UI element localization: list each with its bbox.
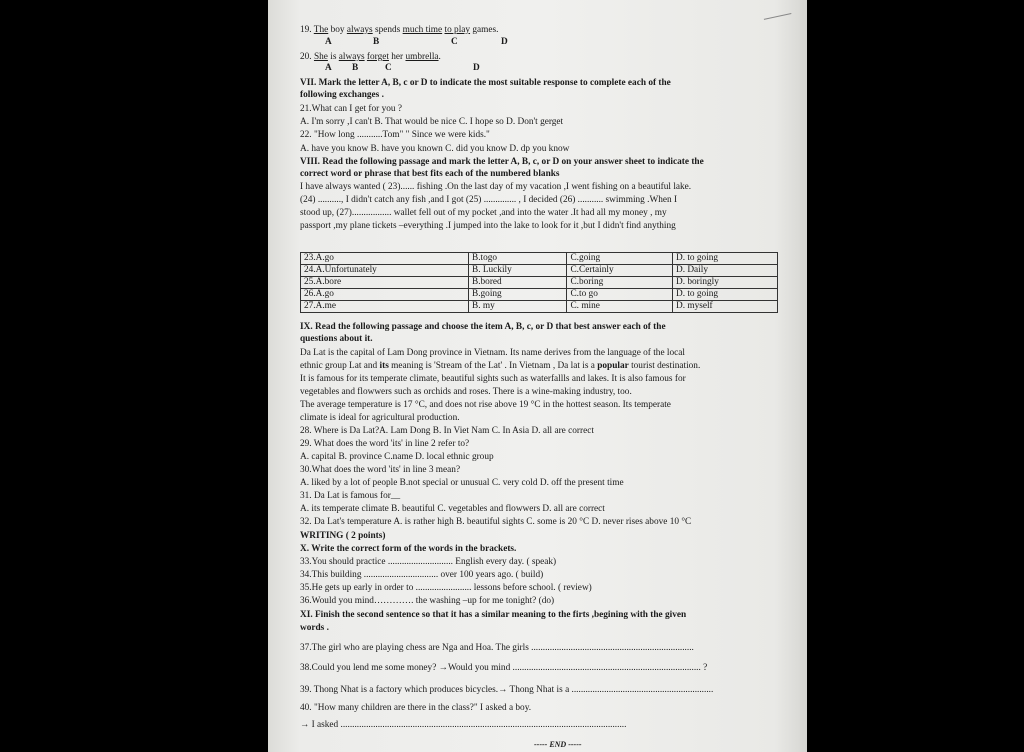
- question-35: 35.He gets up early in order to ........................ lessons before school. ( review): [300, 583, 592, 593]
- section-10-heading: X. Write the correct form of the words in the brackets.: [300, 544, 517, 554]
- passage-line: [300, 361, 700, 372]
- table-row: [301, 265, 778, 277]
- table-cell: B.going: [469, 289, 567, 301]
- table-cell: 23.A.go: [301, 253, 469, 265]
- question-19: 19. The boy always spends much time to play games.: [300, 25, 499, 35]
- table-cell: B. my: [469, 301, 567, 313]
- writing-title: WRITING ( 2 points): [300, 531, 386, 541]
- table-row: [301, 301, 778, 313]
- question-33: 33.You should practice ............................ English every day. ( speak): [300, 557, 557, 567]
- table-cell: D. to going: [672, 253, 777, 265]
- question-40: 40. "How many children are there in the class?" I asked a boy.: [300, 703, 532, 713]
- exam-paper: [268, 0, 807, 752]
- table-cell: D. myself: [672, 301, 777, 313]
- question-22: 22. "How long ...........Tom" " Since we were kids.": [300, 130, 490, 140]
- question-38: 38.Could you lend me some money? →Would you mind ................................................................................. ?: [300, 663, 708, 673]
- options-table: [300, 252, 778, 313]
- table-cell: B.bored: [469, 277, 567, 289]
- q19-letter-b: B: [373, 37, 380, 47]
- question-21: 21.What can I get for you ?: [300, 104, 402, 114]
- q20-letter-a: A: [325, 63, 332, 73]
- q20-letter-d: D: [473, 63, 480, 73]
- section-11-heading-cont: words .: [300, 623, 329, 633]
- q20-letter-c: C: [385, 63, 392, 73]
- q19-letter-c: C: [451, 37, 458, 47]
- q19-letter-d: D: [501, 37, 508, 47]
- question-22-options: A. have you know B. have you known C. did you know D. dp you know: [300, 144, 570, 154]
- table-row: [301, 289, 778, 301]
- question-29: 29. What does the word 'its' in line 2 refer to?: [300, 439, 470, 449]
- end-marker: ----- END -----: [534, 740, 582, 749]
- table-row: [301, 253, 778, 265]
- table-cell: B.togo: [469, 253, 567, 265]
- table-cell: 27.A.me: [301, 301, 469, 313]
- passage-text: tourist destination.: [628, 361, 701, 371]
- passage-line: vegetables and flowwers such as orchids and roses. There is a wine-making industry, too.: [300, 387, 632, 397]
- table-cell: 26.A.go: [301, 289, 469, 301]
- table-cell: D. to going: [672, 289, 777, 301]
- passage-line: I have always wanted ( 23)...... fishing .On the last day of my vacation ,I went fishing on a beautiful lake.: [300, 182, 692, 192]
- passage-line: The average temperature is 17 °C, and does not rise above 19 °C in the hottest season. Its temperate: [300, 400, 671, 410]
- passage-line: It is famous for its temperate climate, beautiful sights such as waterfallls and lakes. It is also famous for: [300, 374, 686, 384]
- section-9-heading: IX. Read the following passage and choose the item A, B, c, or D that best answer each of the: [300, 322, 666, 332]
- section-8-heading: VIII. Read the following passage and mark the letter A, B, c, or D on your answer sheet to indicate the: [300, 157, 704, 167]
- table-cell: C.Certainly: [567, 265, 673, 277]
- question-21-options: A. I'm sorry ,I can't B. That would be nice C. I hope so D. Don't gerget: [300, 117, 564, 127]
- section-11-heading: XI. Finish the second sentence so that it has a similar meaning to the firts ,begining with the given: [300, 610, 687, 620]
- table-cell: C.to go: [567, 289, 673, 301]
- table-cell: B. Luckily: [469, 265, 567, 277]
- question-32: 32. Da Lat's temperature A. is rather high B. beautiful sights C. some is 20 °C D. never rises above 10 °C: [300, 517, 692, 527]
- passage-text-bold: popular: [597, 361, 629, 371]
- passage-line: Da Lat is the capital of Lam Dong province in Vietnam. Its name derives from the language of the local: [300, 348, 685, 358]
- passage-line: climate is ideal for agricultural production.: [300, 413, 460, 423]
- passage-line: stood up, (27)................. wallet fell out of my pocket ,and into the water .It had all my money , my: [300, 208, 667, 218]
- question-40-answer-line: → I asked ...........................................................................................................................: [300, 720, 627, 730]
- question-30-options: A. liked by a lot of people B.not special or unusual C. very cold D. off the present time: [300, 478, 624, 488]
- table-cell: C.going: [567, 253, 673, 265]
- passage-text: meaning is 'Stream of the Lat' . In Vietnam , Da lat is a: [388, 361, 598, 371]
- passage-text: ethnic group Lat and: [300, 361, 380, 371]
- table-cell: 24.A.Unfortunately: [301, 265, 469, 277]
- passage-text-bold: its: [379, 361, 389, 371]
- table-cell: D. Daily: [672, 265, 777, 277]
- table-cell: C.boring: [567, 277, 673, 289]
- question-20: 20. She is always forget her umbrella.: [300, 52, 441, 62]
- question-36: 36.Would you mind…………. the washing –up for me tonight? (do): [300, 596, 555, 606]
- question-30: 30.What does the word 'its' in line 3 mean?: [300, 465, 461, 475]
- section-9-heading-cont: questions about it.: [300, 334, 373, 344]
- section-7-heading-cont: following exchanges .: [300, 90, 384, 100]
- question-39: 39. Thong Nhat is a factory which produces bicycles.→ Thong Nhat is a .............................................................: [300, 685, 714, 695]
- question-31-options: A. its temperate climate B. beautiful C. vegetables and flowwers D. all are correct: [300, 504, 605, 514]
- q20-letter-b: B: [352, 63, 359, 73]
- pen-mark: [763, 7, 792, 20]
- section-8-heading-cont: correct word or phrase that best fits each of the numbered blanks: [300, 169, 560, 179]
- question-31: 31. Da Lat is famous for__: [300, 491, 401, 501]
- table-cell: 25.A.bore: [301, 277, 469, 289]
- passage-line: passport ,my plane tickets –everything .I jumped into the lake to look for it ,but I didn't find anything: [300, 221, 676, 231]
- passage-line: (24) .........., I didn't catch any fish ,and I got (25) .............. , I decided (26) ........... swimming .When I: [300, 195, 678, 205]
- question-28: 28. Where is Da Lat?A. Lam Dong B. In Viet Nam C. In Asia D. all are correct: [300, 426, 594, 436]
- q19-letter-a: A: [325, 37, 332, 47]
- table-row: [301, 277, 778, 289]
- table-cell: C. mine: [567, 301, 673, 313]
- question-34: 34.This building ................................ over 100 years ago. ( build): [300, 570, 544, 580]
- table-cell: D. boringly: [672, 277, 777, 289]
- question-37: 37.The girl who are playing chess are Nga and Hoa. The girls ......................................................................: [300, 643, 694, 653]
- question-29-options: A. capital B. province C.name D. local ethnic group: [300, 452, 494, 462]
- section-7-heading: VII. Mark the letter A, B, c or D to indicate the most suitable response to complete each of the: [300, 78, 671, 88]
